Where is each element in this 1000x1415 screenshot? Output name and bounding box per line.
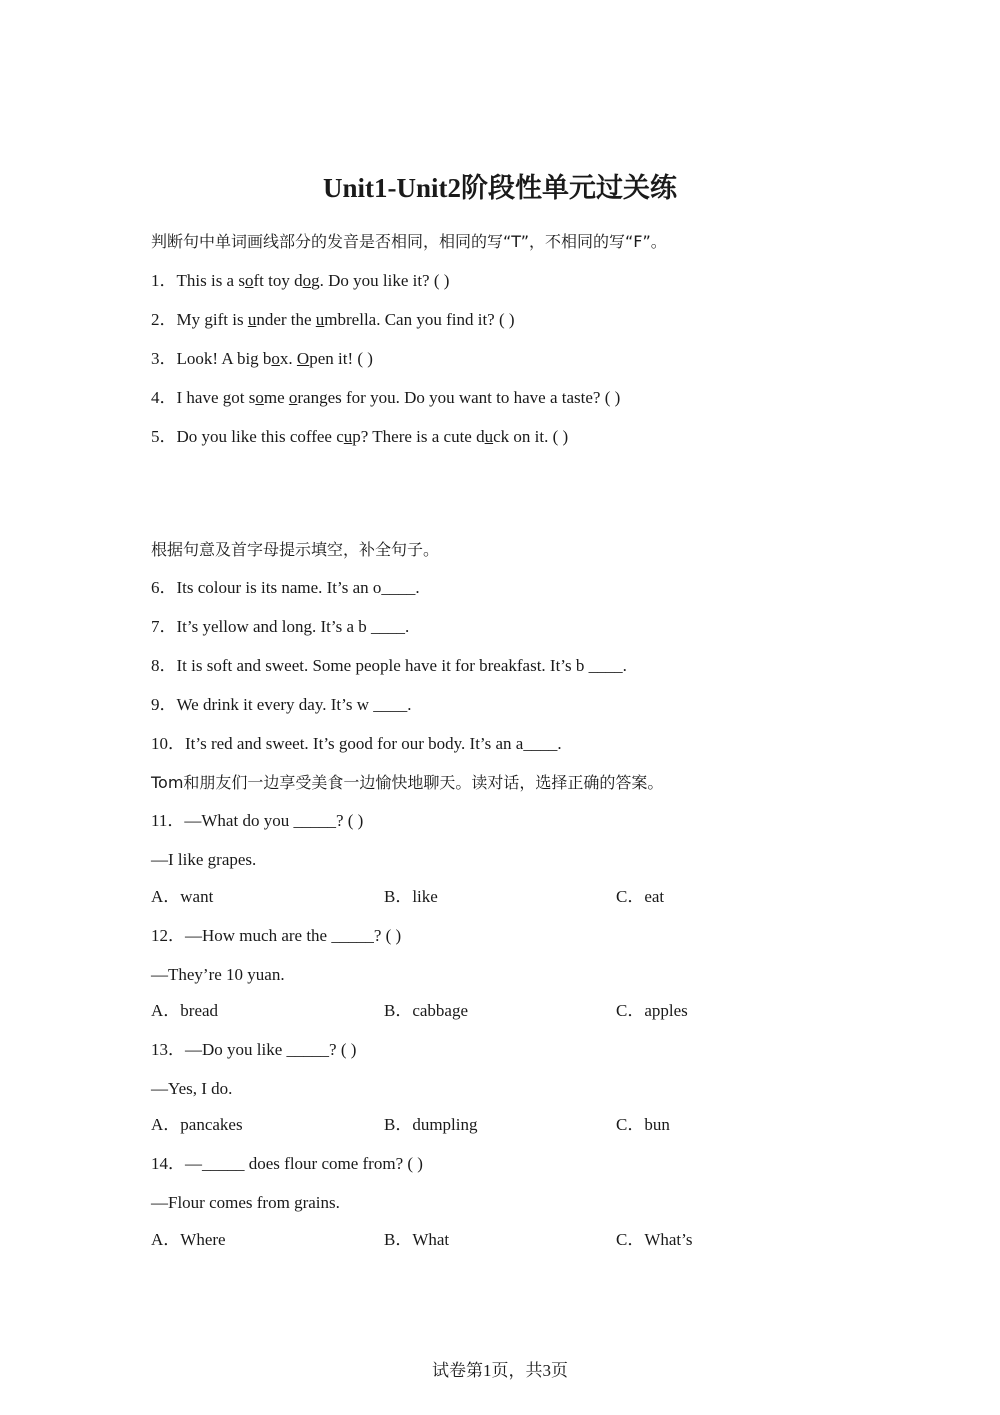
underlined-letter: u — [484, 427, 494, 446]
underlined-letter: o — [255, 388, 264, 407]
underlined-letter: u — [315, 310, 325, 329]
question-text: It’s yellow and long. It’s a b ____. — [176, 617, 410, 636]
section3-instruction: Tom和朋友们一边享受美食一边愉快地聊天。读对话，选择正确的答案。 — [151, 773, 664, 792]
text-part: x. — [279, 349, 297, 368]
question-number: 10． — [151, 734, 185, 753]
question-number: 3． — [151, 349, 177, 368]
question-text: —_____ does flour come from? ( ) — [185, 1154, 423, 1173]
option-a: A．bread — [151, 1001, 219, 1020]
question-number: 11． — [151, 811, 185, 830]
question-6 — [151, 577, 420, 599]
option-a: A．want — [151, 887, 214, 906]
question-number: 6． — [151, 578, 177, 597]
question-text: It is soft and sweet. Some people have it for breakfast. It’s b ____. — [176, 656, 627, 675]
underlined-letter: u — [247, 310, 257, 329]
text-part: Do you like this coffee c — [176, 427, 344, 446]
text-part: ft toy d — [253, 271, 303, 290]
question-14 — [151, 1153, 423, 1175]
question-text: It’s red and sweet. It’s good for our body. It’s an a____. — [185, 734, 562, 753]
question-number: 13． — [151, 1040, 185, 1059]
underlined-letter: o — [244, 271, 254, 290]
question-number: 4． — [151, 388, 177, 407]
question-number: 5． — [151, 427, 177, 446]
question-number: 7． — [151, 617, 177, 636]
text-part: pen it! ( ) — [309, 349, 373, 368]
question-11 — [151, 810, 363, 832]
text-part: mbrella. Can you find it? ( ) — [324, 310, 515, 329]
question-10 — [151, 733, 562, 755]
option-c: C．bun — [616, 1115, 670, 1134]
option-b: B．dumpling — [384, 1115, 478, 1134]
page-footer: 试卷第1页，共3页 — [432, 1361, 568, 1380]
section1-instruction: 判断句中单词画线部分的发音是否相同，相同的写“T”，不相同的写“F”。 — [151, 232, 667, 251]
question-text: Its colour is its name. It’s an o____. — [176, 578, 420, 597]
question-4 — [151, 387, 620, 409]
text-part: p? There is a cute d — [352, 427, 485, 446]
question-text: —Do you like _____? ( ) — [185, 1040, 357, 1059]
option-a: A．Where — [151, 1230, 226, 1249]
answer-line: —Flour comes from grains. — [151, 1193, 340, 1212]
question-number: 2． — [151, 310, 177, 329]
text-part: me — [263, 388, 289, 407]
question-number: 1． — [151, 271, 177, 290]
option-b: B．What — [384, 1230, 450, 1249]
underlined-letter: o — [288, 388, 298, 407]
question-1 — [151, 270, 449, 292]
question-text: —What do you _____? ( ) — [184, 811, 364, 830]
text-part: ck on it. ( ) — [493, 427, 569, 446]
text-part: ranges for you. Do you want to have a taste? ( ) — [297, 388, 621, 407]
question-8 — [151, 655, 627, 677]
answer-line: —I like grapes. — [151, 850, 257, 869]
question-7 — [151, 616, 409, 638]
text-part: My gift is — [176, 310, 248, 329]
question-3 — [151, 348, 373, 370]
question-2 — [151, 309, 515, 331]
option-c: C．What’s — [616, 1230, 693, 1249]
question-9 — [151, 694, 412, 716]
question-number: 9． — [151, 695, 177, 714]
underlined-letter: u — [343, 427, 353, 446]
underlined-letter: o — [302, 271, 312, 290]
text-part: nder the — [256, 310, 316, 329]
answer-line: —They’re 10 yuan. — [151, 965, 285, 984]
section2-instruction: 根据句意及首字母提示填空，补全句子。 — [151, 540, 440, 559]
page-title: Unit1-Unit2阶段性单元过关练 — [322, 173, 677, 203]
question-5 — [151, 426, 568, 448]
text-part: I have got s — [176, 388, 256, 407]
question-13 — [151, 1039, 356, 1061]
option-b: B．cabbage — [384, 1001, 469, 1020]
option-b: B．like — [384, 887, 438, 906]
text-part: g. Do you like it? ( ) — [311, 271, 450, 290]
question-number: 14． — [151, 1154, 185, 1173]
text-part: This is a s — [176, 271, 245, 290]
underlined-letter: o — [271, 349, 280, 368]
underlined-letter: O — [296, 349, 310, 368]
question-12 — [151, 925, 401, 947]
option-c: C．apples — [616, 1001, 688, 1020]
question-number: 8． — [151, 656, 177, 675]
text-part: Look! A big b — [176, 349, 272, 368]
question-text: We drink it every day. It’s w ____. — [176, 695, 412, 714]
answer-line: —Yes, I do. — [151, 1079, 233, 1098]
option-c: C．eat — [616, 887, 665, 906]
option-a: A．pancakes — [151, 1115, 243, 1134]
question-number: 12． — [151, 926, 185, 945]
question-text: —How much are the _____? ( ) — [185, 926, 402, 945]
